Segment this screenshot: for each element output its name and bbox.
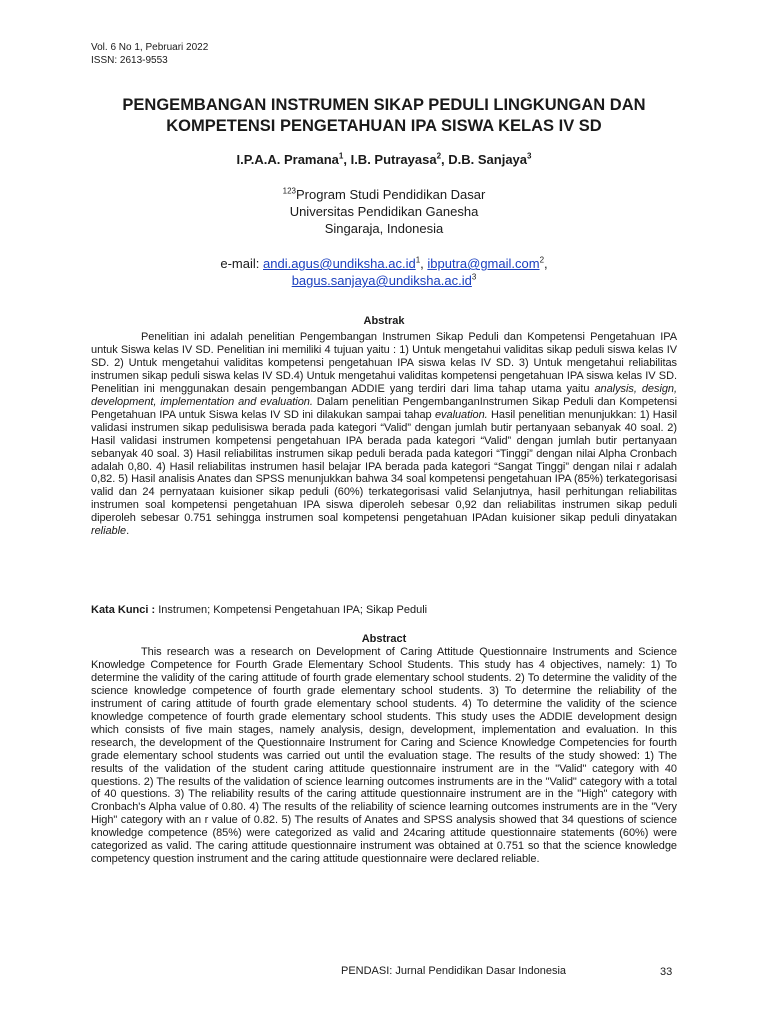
affiliation-program: Program Studi Pendidikan Dasar xyxy=(296,187,486,202)
author-list: I.P.A.A. Pramana$^1$, I.B. Putrayasa$^2$, D.B. Sanjaya$^3$ xyxy=(236,151,532,167)
author-name: I.B. Putrayasa xyxy=(350,152,437,167)
title-line-2: KOMPETENSI PENGETAHUAN IPA SISWA KELAS IV SD xyxy=(166,117,602,135)
footer-journal-name: PENDASI: Jurnal Pendidikan Dasar Indonesia xyxy=(341,965,567,977)
abstract-heading: Abstract xyxy=(361,633,407,645)
email-mark: 2 xyxy=(539,255,545,265)
author-affiliation-mark: 1 xyxy=(338,151,344,161)
author-name: D.B. Sanjaya xyxy=(448,152,528,167)
abstrak-italic: evaluation. xyxy=(434,408,488,421)
email-mark: 1 xyxy=(415,255,421,265)
email-link[interactable]: ibputra@gmail.com xyxy=(427,256,540,271)
affiliation-city: Singaraja, Indonesia xyxy=(324,221,444,236)
author-name: I.P.A.A. Pramana xyxy=(236,152,339,167)
abstrak-text: Dalam penelitian PengembanganInstrumen Sikap Peduli dan Kompetensi Pengetahuan IPA untuk Siswa kelas IV SD ini dilakukan sampai tahap xyxy=(91,395,678,421)
keywords xyxy=(91,604,677,616)
email-link[interactable]: bagus.sanjaya@undiksha.ac.id xyxy=(291,273,472,288)
abstrak-italic: analysis, design, development, implementation and evaluation. xyxy=(91,382,677,408)
abstrak-italic: reliable xyxy=(91,525,127,538)
abstrak-text: Penelitian ini adalah penelitian Pengembangan Instrumen Sikap Peduli dan Kompetensi Pengetahuan IPA untuk Siswa kelas IV SD. Penelitian ini memiliki 4 tujuan yaitu : 1) Untuk mengetahui validitas sikap peduli siswa kelas IV SD. 2) Untuk mengetahui validitas kompetensi pengetahuan IPA siswa kelas IV SD. 3) Untuk mengetahui reliabilitas instrumen sikap peduli siswa kelas IV SD.4) Untuk mengetahui validitas kompetensi pengetahuan IPA siswa kelas IV SD. Penelitian ini menggunakan desain pengembangan ADDIE yang terdiri dari lima tahap utama yaitu xyxy=(91,331,677,395)
volume-info: Vol. 6 No 1, Pebruari 2022 xyxy=(91,42,209,53)
page-number: 33 xyxy=(660,966,673,978)
affiliation xyxy=(60,186,708,237)
abstrak-heading: Abstrak xyxy=(363,315,405,327)
affiliation-university: Universitas Pendidikan Ganesha xyxy=(289,204,479,219)
affiliation-mark: 123 xyxy=(282,186,297,196)
title-line-1: PENGEMBANGAN INSTRUMEN SIKAP PEDULI LINGKUNGAN DAN xyxy=(122,96,646,114)
email-label: e-mail: xyxy=(220,256,260,271)
journal-header xyxy=(91,41,208,67)
abstrak-text: Hasil penelitian menunjukkan: 1) Hasil validasi instrumen sikap pedulisiswa berada pada kategori “Valid” dengan jumlah butir pertanyaan sebanyak 40 soal. 2) Hasil validasi instrumen kompetensi pengetahuan IPA berada pada kategori “Valid” dengan jumlah butir pertanyaan sebanyak 40 soal. 3) Hasil reliabilitas instrumen sikap peduli berada pada kategori “Tinggi” dengan nilai Alpha Cronbach adalah 0,80. 4) Hasil reliabilitas instrumen hasil belajar IPA berada pada kategori “Sangat Tinggi” dengan nilai r adalah 0,82. 5) Hasil analisis Anates dan SPSS menunjukkan bahwa 34 soal kompetensi pengetahuan IPA (85%) terkategorisasi valid dan 24 pernyataan kuisioner sikap peduli (60%) terkategorisasi valid Selanjutnya, hasil perhitungan reliabilitas instrumen soal kompetensi pengetahuan IPA siswa diperoleh sebesar 0,92 dan reliabilitas instrumen sikap peduli diperoleh sebesar 0.751 sehingga instrumen soal kompetensi pengetahuan IPAdan kuisioner sikap peduli dinyatakan xyxy=(91,408,677,525)
abstract-body: This research was a research on Development of Caring Attitude Questionnaire Instruments and Science Knowledge Competence for Fourth Grade Elementary School Students. This study has 4 objectives, namely: 1) To determine the validity of the caring attitude of fourth grade elementary school students. 2) To determine the validity of the science knowledge competence of fourth grade elementary school students. 3) To determine the reliability of the instrument of caring attitude of fourth grade elementary school students. 4) To determine the validity of the science knowledge competence of fourth grade elementary school students. This study uses the ADDIE development design which consists of five main stages, namely analysis, design, development, implementation and evaluation. In this research, the development of the Questionnaire Instrument for Caring and Science Knowledge Competencies for fourth grade elementary school students was carried out until the evaluation stage. The results of the study showed: 1) The results of the validation of the student caring attitude questionnaire instrument are in the "Valid" category with 40 questions. 2) The results of the validation of science learning outcomes instruments are in the "Valid" category with a total of 40 questions. 3) The reliability results of the caring attitude questionnaire instrument are in the "High" category with Cronbach's Alpha value of 0.80. 4) The results of the reliability of science learning outcomes instruments are in the "Very High" category with an r value of 0.82. 5) The results of Anates and SPSS analysis showed that 34 questions of science knowledge competence (85%) were categorized as valid and 24caring attitude questionnaire statements (60%) were categorized as valid. The caring attitude questionnaire instrument was obtained at 0.751 so that the science knowledge competency question instrument and the caring attitude questionnaire were declared reliable. xyxy=(91,646,677,866)
issn-info: ISSN: 2613-9553 xyxy=(91,55,168,66)
keywords-label: Kata Kunci : xyxy=(91,604,156,616)
email-mark: 3 xyxy=(471,272,477,282)
abstrak-body xyxy=(91,331,677,538)
email-block: e-mail: $andi.agus@undiksha.ac.id^1$, ibputra@gmail.com$^2$, $bagus.sanjaya@undiksha.ac.id^3$ xyxy=(220,255,548,288)
email-link[interactable]: andi.agus@undiksha.ac.id xyxy=(263,256,416,271)
paper-title xyxy=(60,95,708,137)
keywords-text: Instrumen; Kompetensi Pengetahuan IPA; Sikap Peduli xyxy=(155,604,428,616)
author-affiliation-mark: 2 xyxy=(436,151,442,161)
author-affiliation-mark: 3 xyxy=(527,151,532,161)
abstrak-text: . xyxy=(126,525,130,538)
